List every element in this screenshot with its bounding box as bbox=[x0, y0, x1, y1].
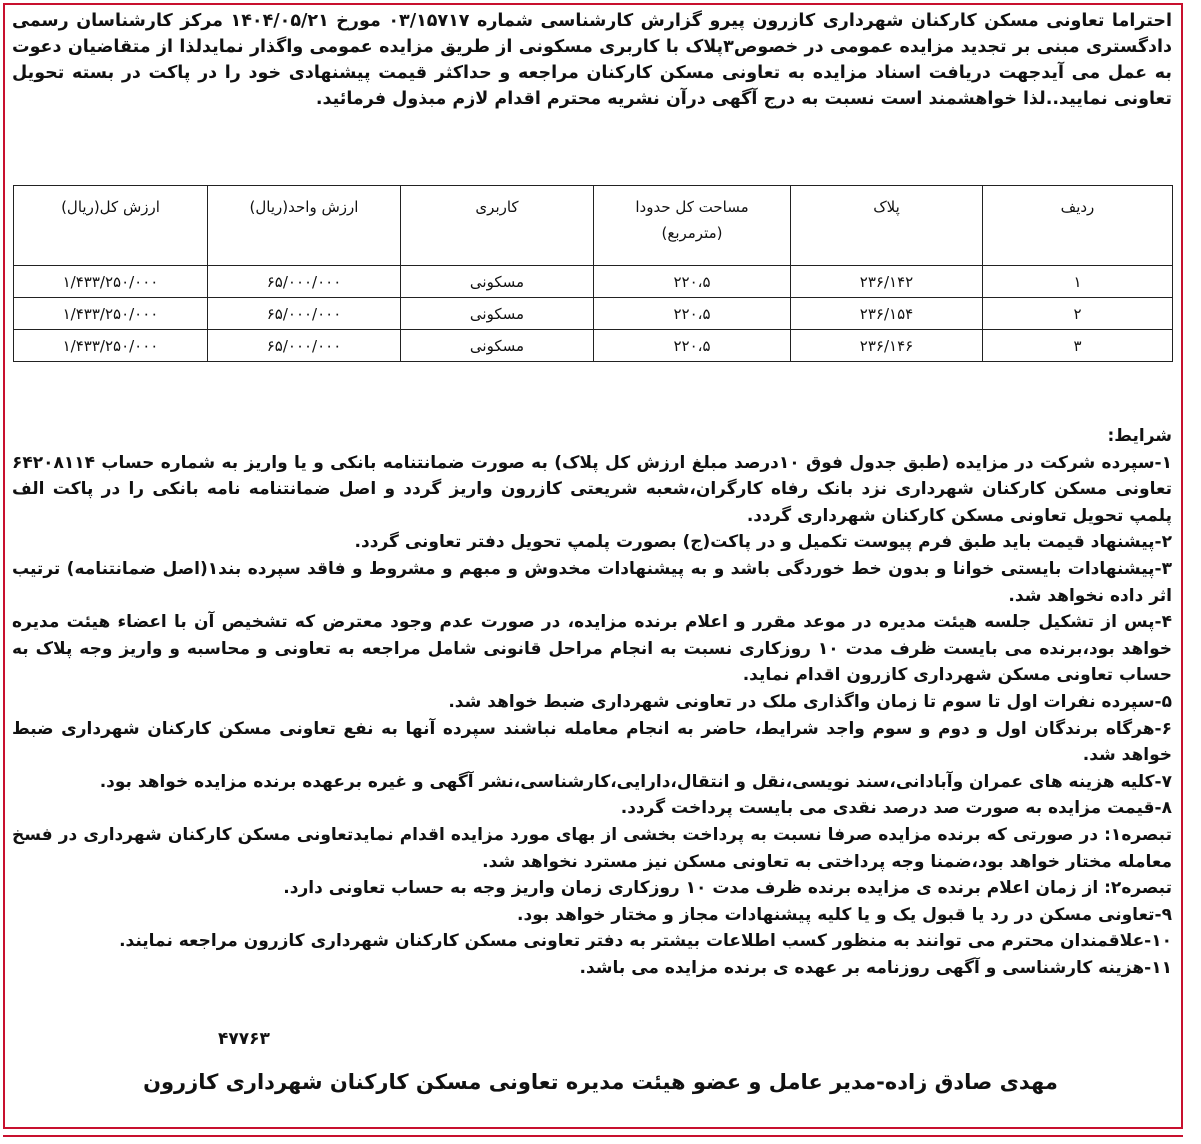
plates-table bbox=[13, 185, 1173, 362]
cell-unit-value: ۶۵/۰۰۰/۰۰۰ bbox=[208, 330, 401, 362]
conditions-heading: شرایط: bbox=[1107, 426, 1172, 446]
cell-total-value: ۱/۴۳۳/۲۵۰/۰۰۰ bbox=[14, 298, 208, 330]
table-row bbox=[14, 330, 1173, 362]
condition-11: ۱۱-هزینه کارشناسی و آگهی روزنامه بر عهده ی برنده مزایده می باشد. bbox=[579, 957, 1172, 978]
cell-total-value: ۱/۴۳۳/۲۵۰/۰۰۰ bbox=[14, 330, 208, 362]
header-area bbox=[594, 186, 791, 266]
cell-usage: مسکونی bbox=[401, 298, 594, 330]
header-plate: پلاک bbox=[791, 186, 983, 266]
condition-9: ۹-تعاونی مسکن در رد یا قبول یک و یا کلیه پیشنهادات مجاز و مختار خواهد بود. bbox=[517, 904, 1172, 925]
header-usage: کاربری bbox=[401, 186, 594, 266]
header-area-line2: (مترمربع) bbox=[661, 224, 723, 242]
cell-area: ۲۲۰،۵ bbox=[594, 298, 791, 330]
cell-usage: مسکونی bbox=[401, 266, 594, 298]
condition-1: ۱-سپرده شرکت در مزایده (طبق جدول فوق ۱۰درصد مبلغ ارزش کل پلاک) به صورت ضمانتنامه بانکی و یا واریز به شماره حساب ۶۴۲۰۸۱۱۴ تعاونی مسکن کارکنان شهرداری نزد بانک رفاه کارگران،شعبه شریعتی کازرون واریز گردد و اصل ضمانتنامه نامه بانکی را در پاکت الف پلمپ تحویل تعاونی مسکن کارکنان شهرداری گردد. bbox=[12, 452, 1172, 526]
cell-unit-value: ۶۵/۰۰۰/۰۰۰ bbox=[208, 298, 401, 330]
condition-5: ۵-سپرده نفرات اول تا سوم تا زمان واگذاری ملک در تعاونی شهرداری ضبط خواهد شد. bbox=[448, 691, 1172, 712]
condition-3: ۳-پیشنهادات بایستی خوانا و بدون خط خوردگی باشد و به پیشنهادات مخدوش و مبهم و مشروط و فاقد سپرده بند۱(اصل ضمانتنامه) ترتیب اثر داده نخواهد شد. bbox=[12, 558, 1172, 606]
header-total-value: ارزش کل(ریال) bbox=[14, 186, 208, 266]
cell-total-value: ۱/۴۳۳/۲۵۰/۰۰۰ bbox=[14, 266, 208, 298]
cell-plate: ۲۳۶/۱۵۴ bbox=[791, 298, 983, 330]
conditions-section bbox=[12, 423, 1172, 981]
cell-row-no: ۱ bbox=[983, 266, 1173, 298]
table-row bbox=[14, 266, 1173, 298]
cell-area: ۲۲۰،۵ bbox=[594, 266, 791, 298]
note-2: تبصره۲: از زمان اعلام برنده ی مزایده برنده ظرف مدت ۱۰ روزکاری زمان واریز وجه به حساب تعاونی دارد. bbox=[283, 878, 1172, 899]
condition-7: ۷-کلیه هزینه های عمران وآبادانی،سند نویسی،نقل و انتقال،دارایی،کارشناسی،نشر آگهی و غیره برعهده برنده مزایده خواهد بود. bbox=[99, 771, 1172, 792]
intro-paragraph bbox=[12, 8, 1172, 112]
bottom-divider bbox=[3, 1135, 1183, 1137]
header-row-no: ردیف bbox=[983, 186, 1173, 266]
condition-10: ۱۰-علاقمندان محترم می توانند به منظور کسب اطلاعات بیشتر به دفتر تعاونی مسکن کارکنان شهرداری کازرون مراجعه نمایند. bbox=[119, 931, 1172, 952]
signature-line: مهدی صادق زاده-مدیر عامل و عضو هیئت مدیره تعاونی مسکن کارکنان شهرداری کازرون bbox=[143, 1070, 1058, 1094]
condition-6: ۶-هرگاه برندگان اول و دوم و سوم واجد شرایط، حاضر به انجام معامله نباشند سپرده آنها به نفع تعاونی مسکن کارکنان شهرداری ضبط خواهد شد. bbox=[12, 718, 1172, 766]
condition-2: ۲-پیشنهاد قیمت باید طبق فرم پیوست تکمیل و در پاکت(ج) بصورت پلمپ تحویل دفتر تعاونی گردد. bbox=[354, 532, 1172, 553]
cell-row-no: ۳ bbox=[983, 330, 1173, 362]
header-area-line1: مساحت کل حدودا bbox=[635, 198, 749, 216]
cell-area: ۲۲۰،۵ bbox=[594, 330, 791, 362]
cell-plate: ۲۳۶/۱۴۲ bbox=[791, 266, 983, 298]
ad-code: ۴۷۷۶۳ bbox=[218, 1029, 270, 1049]
condition-4: ۴-پس از تشکیل جلسه هیئت مدیره در موعد مقرر و اعلام برنده مزایده، در صورت عدم وجود معترض که تشخیص آن با اعضاء هیئت مدیره خواهد بود،برنده می بایست ظرف مدت ۱۰ روزکاری نسبت به انجام مراحل قانونی شامل مراجعه به تعاونی و محاسبه و واریز وجه پلاک به حساب تعاونی مسکن شهرداری کازرون اقدام نماید. bbox=[12, 612, 1172, 686]
intro-text: احتراما تعاونی مسکن کارکنان شهرداری کازرون پیرو گزارش کارشناسی شماره ۰۳/۱۵۷۱۷ مورخ ۱۴۰۴/۰۵/۲۱ مرکز کارشناسان رسمی دادگستری مبنی بر تجدید مزایده عمومی در خصوص۳پلاک با کاربری مسکونی از طریق مزایده عمومی واگذار نمایدلذا از متقاضیان دعوت به عمل می آیدجهت دریافت اسناد مزایده به تعاونی مسکن کارکنان مراجعه و حداکثر قیمت پیشنهادی خود را در پاکت در بسته تحویل تعاونی نمایید..لذا خواهشمند است نسبت به درج آگهی درآن نشریه محترم اقدام لازم مبذول فرمائید. bbox=[12, 11, 1172, 109]
cell-usage: مسکونی bbox=[401, 330, 594, 362]
table-header-row bbox=[14, 186, 1173, 266]
header-unit-value: ارزش واحد(ریال) bbox=[208, 186, 401, 266]
cell-plate: ۲۳۶/۱۴۶ bbox=[791, 330, 983, 362]
cell-row-no: ۲ bbox=[983, 298, 1173, 330]
table-row bbox=[14, 298, 1173, 330]
condition-8: ۸-قیمت مزایده به صورت صد درصد نقدی می بایست پرداخت گردد. bbox=[620, 798, 1172, 819]
note-1: تبصره۱: در صورتی که برنده مزایده صرفا نسبت به پرداخت بخشی از بهای مورد مزایده اقدام نمایدتعاونی مسکن کارکنان شهرداری در فسخ معامله مختار خواهد بود،ضمنا وجه پرداختی به تعاونی مسکن نیز مسترد نخواهد شد. bbox=[12, 824, 1172, 872]
cell-unit-value: ۶۵/۰۰۰/۰۰۰ bbox=[208, 266, 401, 298]
